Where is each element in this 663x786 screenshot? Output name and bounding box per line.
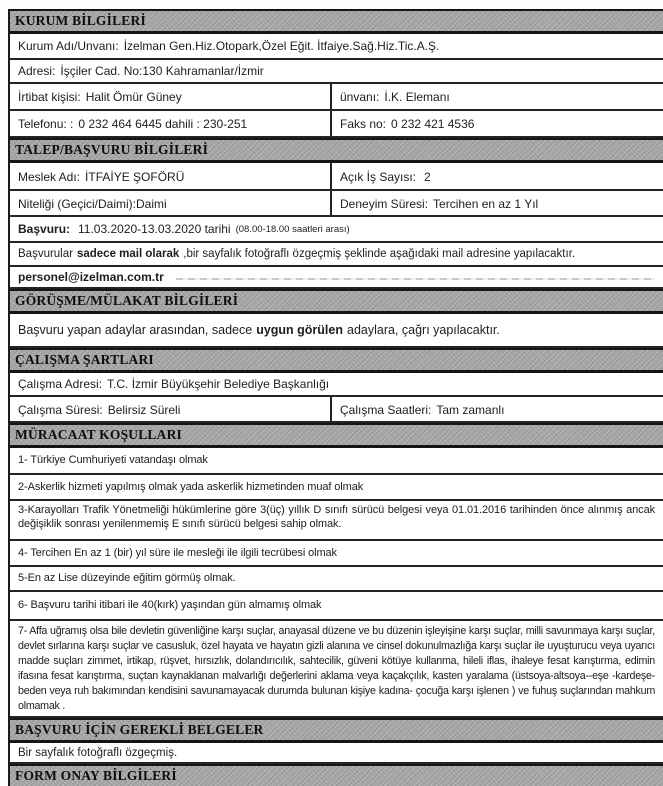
field-label: Telefonu: : — [18, 117, 74, 131]
field-value: T.C. İzmir Büyükşehir Belediye Başkanlığı — [107, 377, 330, 391]
field-label: Açık İş Sayısı: — [340, 169, 417, 184]
field-calisma-suresi — [10, 397, 332, 421]
row-irtibat-unvan — [10, 84, 663, 111]
field-deneyim-suresi — [332, 191, 663, 215]
section-title: GÖRÜŞME/MÜLAKAT BİLGİLERİ — [15, 293, 239, 308]
field-label: Kurum Adı/Unvanı: — [18, 39, 119, 53]
field-value: 2 — [424, 169, 431, 184]
row-niteligi-deneyim — [10, 191, 663, 217]
text-segment: Başvuru yapan adaylar arasından, sadece — [18, 322, 253, 337]
requirement-item-3 — [10, 501, 663, 541]
field-label: Çalışma Adresi: — [18, 377, 103, 391]
field-value: İ.K. Elemanı — [384, 90, 450, 104]
section-title: ÇALIŞMA ŞARTLARI — [15, 352, 154, 367]
field-acik-is-sayisi — [332, 163, 663, 189]
field-value: Belirsiz Süreli — [107, 402, 181, 417]
requirement-item-4 — [10, 541, 663, 567]
field-value: Halit Ömür Güney — [85, 90, 182, 104]
scanned-document-page — [0, 9, 663, 784]
text-segment: Başvurular — [18, 248, 73, 261]
field-value: 0 232 464 6445 dahili : 230-251 — [78, 117, 248, 131]
field-kurum-adi — [10, 34, 663, 60]
field-adresi — [10, 60, 663, 84]
field-value: İzelman Gen.Hiz.Otopark,Özel Eğit. İtfaiye.Sağ.Hiz.Tic.A.Ş. — [123, 39, 440, 53]
section-header-muracaat-kosullari — [10, 423, 663, 448]
field-irtibat-kisisi — [10, 84, 332, 109]
row-gerekli-belge — [10, 743, 663, 764]
row-meslek-acikis — [10, 163, 663, 191]
requirement-text: 1- Türkiye Cumhuriyeti vatandaşı olmak — [18, 454, 208, 467]
job-posting-form — [8, 9, 663, 786]
document-requirement-text: Bir sayfalık fotoğraflı özgeçmiş. — [18, 747, 178, 759]
requirement-item-2 — [10, 475, 663, 501]
field-telefonu — [10, 111, 332, 136]
field-label: Çalışma Süresi: — [18, 402, 103, 417]
section-title: BAŞVURU İÇİN GEREKLİ BELGELER — [15, 722, 264, 737]
field-label: Adresi: — [18, 64, 56, 78]
field-calisma-adresi — [10, 373, 663, 397]
field-label: İrtibat kişisi: — [18, 90, 81, 104]
field-calisma-saatleri — [332, 397, 663, 421]
field-value: Daimi — [136, 196, 167, 211]
field-value: Tercihen en az 1 Yıl — [433, 196, 539, 211]
section-header-calisma-sartlari — [10, 348, 663, 373]
field-label: Deneyim Süresi: — [340, 196, 429, 211]
requirement-text: 7- Affa uğramış olsa bile devletin güvenliğine karşı suçlar, anayasal düzene ve bu düzenin işleyişine karşı suçlar, milli savunmaya karşı suçlar, devlet sırlarına karşı suçlar ve casusluk, özel hayata ve hayatın gizli alanına ve cinsel dokunulmazlığa karşı suçlar ile uyuşturucu veya uyarıcı madde suçları zimmet, irtikap, rüşvet, hırsızlık, dolandırıcılık, sahtecilik, güveni kötüye kullanma, hileli iflas, ihaleye fesat karıştırma, edimin ifasına fesat karıştırma, suçtan kaynaklanan malvarlığı değerlerini aklama veya kaçakçılık, kasten yaralama (üstsoya-altsoya--eşe -kardeşe- beden veya ruh bakımından kendisini savunamayacak durumda bulunan kişiye kadına- çocuğa karşı işlenen ) ve fuhuş suçlarından mahkum olmamak . — [18, 625, 655, 712]
requirement-item-7 — [10, 621, 663, 718]
field-basvuru-tarihi — [10, 217, 663, 243]
requirement-text: 3-Karayolları Trafik Yönetmeliği hükümlerine göre 3(üç) yıllık D sınıfı sürücü belgesi veya 01.01.2016 tarihinden önce alınmış ancak değişiklik sonrası yenilenmemiş E sınıfı sürücü belgesi sahip olmak. — [18, 504, 655, 530]
section-header-form-onay — [10, 764, 663, 786]
section-title: TALEP/BAŞVURU BİLGİLERİ — [15, 142, 209, 157]
field-label: Niteliği (Geçici/Daimi): — [18, 196, 137, 211]
field-value: İTFAİYE ŞOFÖRÜ — [85, 169, 185, 184]
field-faks — [332, 111, 663, 136]
section-header-gerekli-belgeler — [10, 718, 663, 743]
requirement-text: 6- Başvuru tarihi itibari ile 40(kırk) yaşından gün almamış olmak — [18, 599, 322, 612]
field-label: ünvanı: — [340, 90, 380, 104]
basvuru-saat-notu: (08.00-18.00 saatleri arası) — [235, 223, 350, 235]
section-title: KURUM BİLGİLERİ — [15, 13, 146, 28]
field-label: Başvuru: — [18, 222, 71, 236]
row-mulakat-bilgisi — [10, 314, 663, 348]
text-segment: ,bir sayfalık fotoğraflı özgeçmiş şeklinde aşağıdaki mail adresine yapılacaktır. — [183, 248, 576, 261]
field-value: 0 232 421 4536 — [391, 117, 475, 131]
section-title: FORM ONAY BİLGİLERİ — [15, 768, 177, 784]
field-label: Çalışma Saatleri: — [340, 402, 432, 417]
row-telefon-faks — [10, 111, 663, 138]
field-value: 11.03.2020-13.03.2020 tarihi — [78, 222, 231, 236]
text-segment-bold: sadece mail olarak — [76, 248, 180, 261]
row-basvuru-yontemi — [10, 243, 663, 267]
field-label: Faks no: — [340, 117, 387, 131]
text-segment-bold: uygun görülen — [256, 322, 343, 337]
row-calisma-sure-saat — [10, 397, 663, 423]
scan-artifact-line — [176, 278, 655, 280]
field-value: İşçiler Cad. No:130 Kahramanlar/İzmir — [60, 64, 264, 78]
field-label: Meslek Adı: — [18, 169, 81, 184]
section-header-gorusme-mulakat — [10, 289, 663, 314]
field-niteligi — [10, 191, 332, 215]
requirement-item-5 — [10, 567, 663, 592]
requirement-text: 2-Askerlik hizmeti yapılmış olmak yada askerlik hizmetinden muaf olmak — [18, 480, 364, 493]
field-value: Tam zamanlı — [436, 402, 505, 417]
scan-artifact-line — [48, 12, 663, 13]
field-unvani — [332, 84, 663, 109]
section-title: MÜRACAAT KOŞULLARI — [15, 427, 182, 442]
requirement-text: 5-En az Lise düzeyinde eğitim görmüş olmak. — [18, 572, 236, 585]
requirement-text: 4- Tercihen En az 1 (bir) yıl süre ile mesleği ile ilgili tecrübesi olmak — [18, 546, 337, 559]
row-email — [10, 267, 663, 289]
field-meslek-adi — [10, 163, 332, 189]
requirement-item-1 — [10, 448, 663, 475]
text-segment: adaylara, çağrı yapılacaktır. — [347, 322, 500, 337]
requirement-item-6 — [10, 592, 663, 621]
section-header-talep-basvuru — [10, 138, 663, 163]
email-address: personel@izelman.com.tr — [18, 270, 164, 284]
